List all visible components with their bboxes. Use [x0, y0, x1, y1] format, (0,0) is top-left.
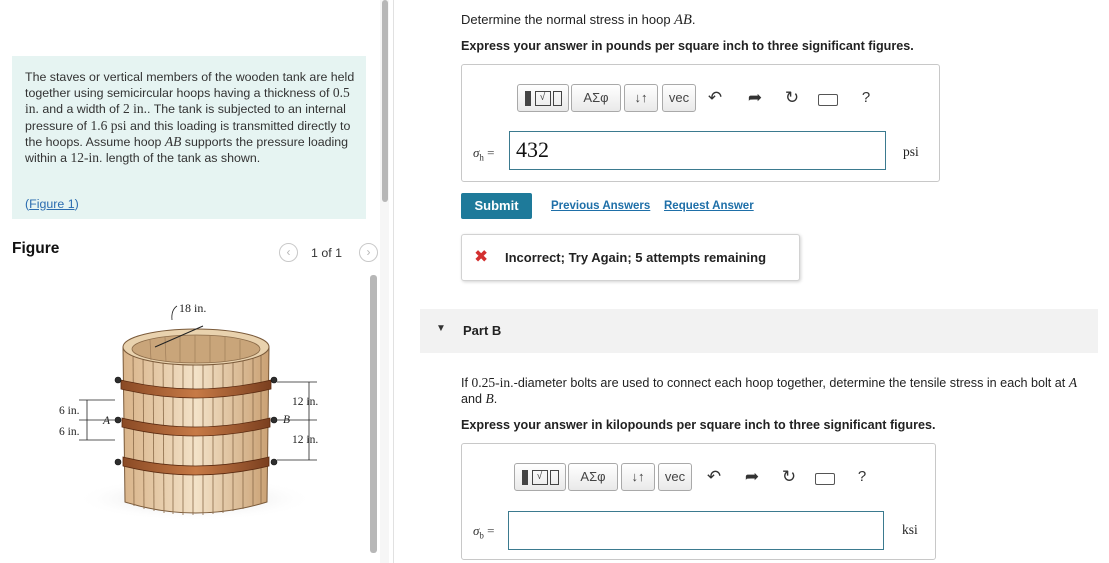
- feedback-message: Incorrect; Try Again; 5 attempts remaining: [505, 250, 767, 265]
- error-x-icon: ✖: [474, 247, 489, 266]
- bolt: [271, 459, 277, 465]
- reset-icon[interactable]: ↻: [784, 88, 800, 107]
- bolt: [115, 459, 121, 465]
- part-a-instruction: Express your answer in pounds per square inch to three significant figures.: [461, 39, 914, 53]
- point-b-label: B: [283, 414, 291, 426]
- part-b-unit: ksi: [902, 522, 918, 537]
- bolt: [115, 377, 121, 383]
- help-button[interactable]: ?: [857, 468, 867, 485]
- figure-scrollbar-thumb[interactable]: [370, 275, 377, 553]
- bolt: [271, 377, 277, 383]
- wooden-tank-figure: [55, 292, 365, 522]
- subscript-superscript-button[interactable]: ↓↑: [621, 463, 655, 491]
- templates-icon: [525, 91, 531, 106]
- part-b-instruction: Express your answer in kilopounds per square inch to three significant figures.: [461, 418, 936, 432]
- part-a-unit: psi: [903, 144, 919, 159]
- undo-icon[interactable]: ↶: [707, 88, 723, 107]
- point-a-label: A: [103, 415, 111, 427]
- caret-down-icon[interactable]: ▼: [436, 323, 446, 334]
- left-scrollbar-thumb[interactable]: [382, 0, 388, 202]
- part-a-answer-value: 432: [516, 137, 549, 162]
- figure-link[interactable]: (Figure 1): [25, 197, 79, 211]
- subscript-superscript-button[interactable]: ↓↑: [624, 84, 658, 112]
- redo-icon[interactable]: ➦: [744, 467, 760, 486]
- diameter-leader: [172, 306, 177, 320]
- six-in-top-label: 6 in.: [59, 405, 80, 417]
- figure-1-link[interactable]: Figure 1: [29, 197, 75, 211]
- chevron-left-icon: ‹: [286, 245, 291, 259]
- greek-symbols-button[interactable]: ΑΣφ: [571, 84, 621, 112]
- submit-button[interactable]: Submit: [461, 193, 532, 219]
- request-answer-link[interactable]: Request Answer: [664, 200, 754, 212]
- bolt-a: [115, 417, 121, 423]
- problem-statement: The staves or vertical members of the wooden tank are held together using semicircular hoops having a thickness of 0.5 in. and a width of 2 in.. The tank is subjected to an internal pressure of 1.6 psi and this loading is transmitted directly to the hoops. Assume hoop AB supports the pressure loading within a 12-in. length of the tank as shown.: [25, 70, 355, 166]
- figure-heading: Figure: [12, 240, 60, 257]
- undo-icon[interactable]: ↶: [706, 467, 722, 486]
- greek-symbols-button[interactable]: ΑΣφ: [568, 463, 618, 491]
- templates-button[interactable]: √: [517, 84, 569, 112]
- templates-button[interactable]: √: [514, 463, 566, 491]
- previous-answers-link[interactable]: Previous Answers: [551, 200, 651, 212]
- figure-counter: 1 of 1: [311, 246, 343, 260]
- part-b-question: If 0.25-in.-diameter bolts are used to connect each hoop together, determine the tensile stress in each bolt at A and B.: [461, 375, 1078, 406]
- twelve-in-bottom-label: 12 in.: [292, 434, 319, 446]
- part-a-question: Determine the normal stress in hoop AB.: [461, 12, 696, 28]
- sigma-b-label: $\sigma_b$ =: [473, 523, 495, 541]
- sigma-h-label: $\sigma_h$ =: [473, 145, 495, 163]
- chevron-right-icon: ›: [366, 245, 371, 259]
- vector-button[interactable]: vec: [662, 84, 696, 112]
- bolt-b: [271, 417, 277, 423]
- part-b-answer-input[interactable]: [508, 511, 884, 550]
- redo-icon[interactable]: ➦: [747, 88, 763, 107]
- twelve-in-top-label: 12 in.: [292, 396, 319, 408]
- keyboard-icon[interactable]: [815, 473, 835, 485]
- figure-next-button[interactable]: [359, 243, 378, 262]
- part-b-header[interactable]: [420, 309, 1098, 353]
- part-a-answer-input[interactable]: [509, 131, 886, 170]
- keyboard-icon[interactable]: [818, 94, 838, 106]
- reset-icon[interactable]: ↻: [781, 467, 797, 486]
- diameter-label: 18 in.: [179, 301, 207, 315]
- vector-button[interactable]: vec: [658, 463, 692, 491]
- part-b-title[interactable]: Part B: [463, 323, 502, 338]
- templates-icon: [522, 470, 528, 485]
- figure-prev-button[interactable]: [279, 243, 298, 262]
- six-in-bottom-label: 6 in.: [59, 426, 80, 438]
- panel-divider[interactable]: [393, 0, 394, 563]
- help-button[interactable]: ?: [861, 89, 871, 106]
